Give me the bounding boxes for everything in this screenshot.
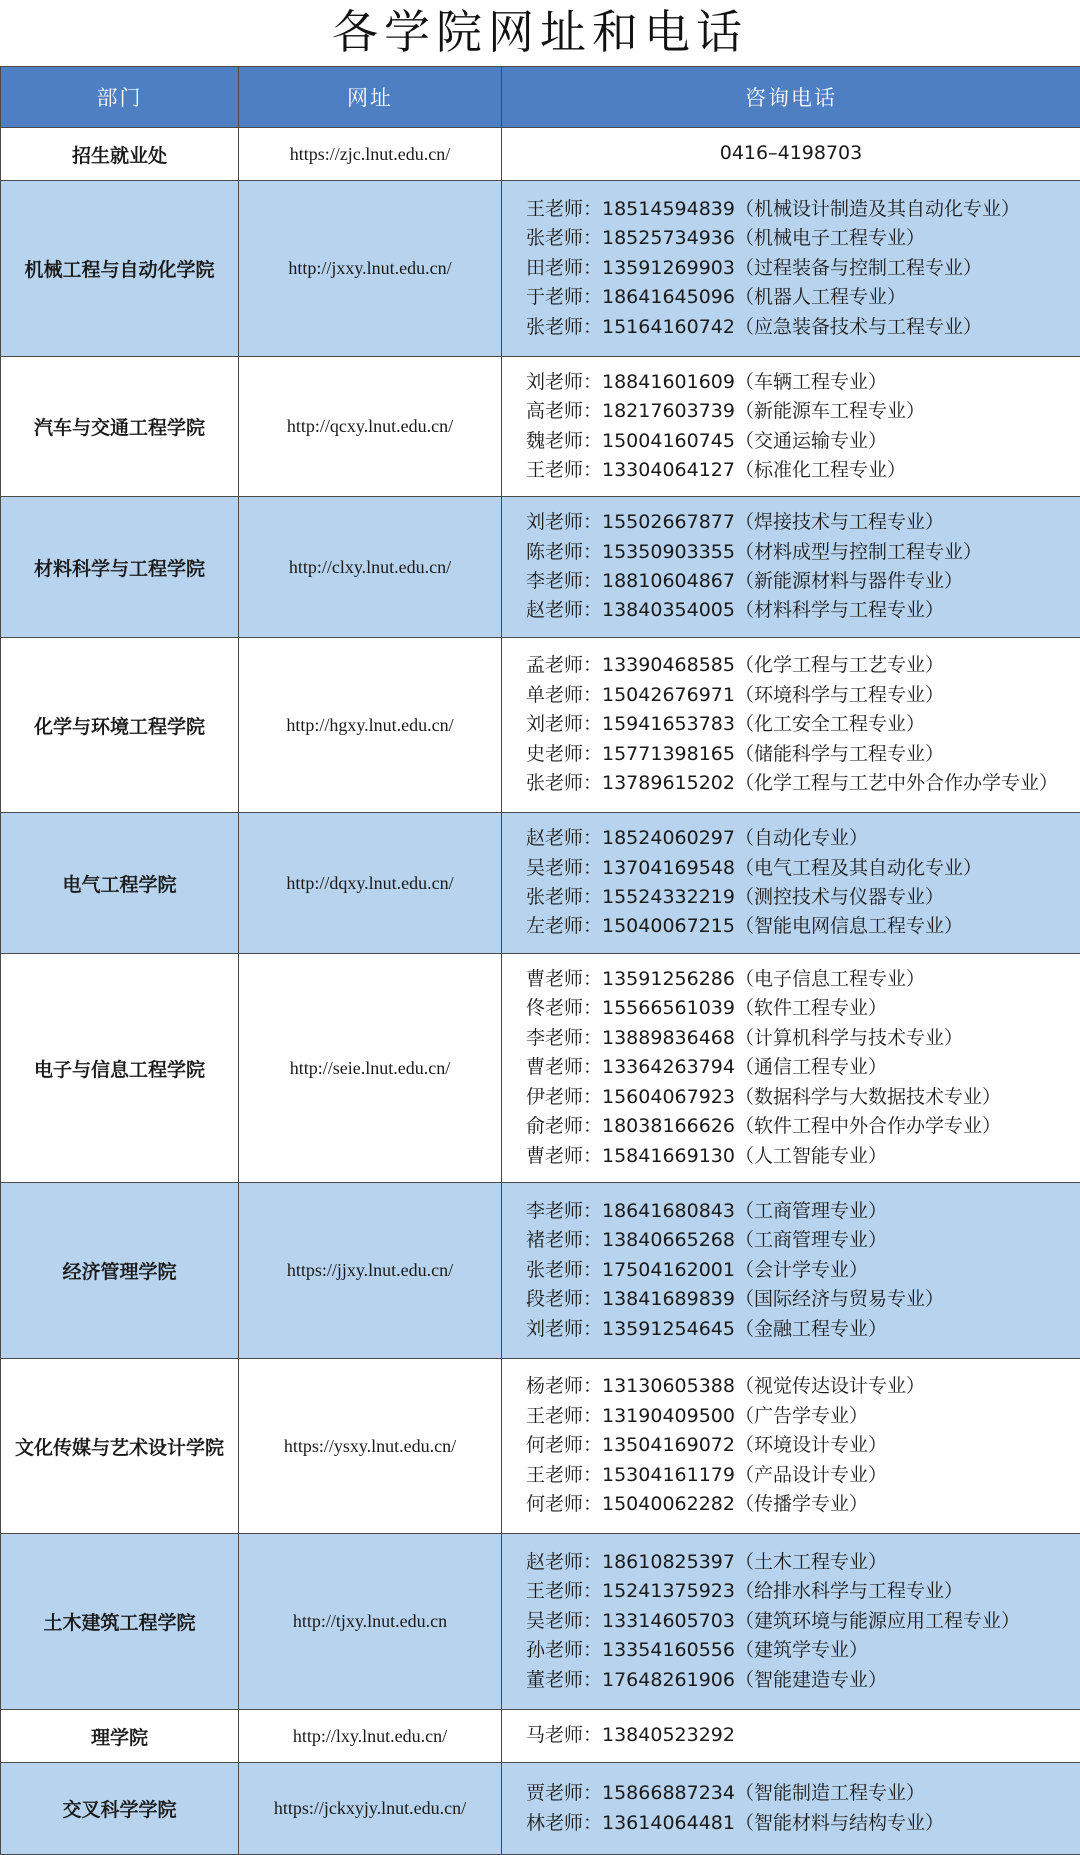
phone-list xyxy=(502,954,1080,1183)
phone-line: 段老师：13841689839（国际经济与贸易专业） xyxy=(526,1285,1080,1314)
table-row xyxy=(1,1763,1080,1855)
dept-url[interactable]: https://jjxy.lnut.edu.cn/ xyxy=(239,1183,502,1359)
dept-url[interactable]: http://jxxy.lnut.edu.cn/ xyxy=(239,181,502,357)
phone-line: 王老师：13190409500（广告学专业） xyxy=(526,1402,1080,1431)
phone-line: 王老师：15241375923（给排水科学与工程专业） xyxy=(526,1577,1080,1606)
phone-list xyxy=(502,1534,1080,1710)
phone-line: 单老师：15042676971（环境科学与工程专业） xyxy=(526,681,1080,710)
phone-list xyxy=(502,1359,1080,1534)
phone-list xyxy=(502,128,1080,181)
table-row xyxy=(1,1359,1080,1534)
phone-line: 杨老师：13130605388（视觉传达设计专业） xyxy=(526,1372,1080,1401)
phone-line: 左老师：15040067215（智能电网信息工程专业） xyxy=(526,912,1080,941)
table-row xyxy=(1,497,1080,638)
phone-line: 魏老师：15004160745（交通运输专业） xyxy=(526,427,1080,456)
dept-name: 电子与信息工程学院 xyxy=(1,954,239,1183)
phone-list xyxy=(502,1710,1080,1763)
phone-line: 刘老师：15502667877（焊接技术与工程专业） xyxy=(526,508,1080,537)
phone-line: 刘老师：15941653783（化工安全工程专业） xyxy=(526,710,1080,739)
dept-url[interactable]: http://clxy.lnut.edu.cn/ xyxy=(239,497,502,638)
header-phone: 咨询电话 xyxy=(502,67,1080,128)
phone-line: 曹老师：13591256286（电子信息工程专业） xyxy=(526,965,1080,994)
phone-line: 曹老师：15841669130（人工智能专业） xyxy=(526,1142,1080,1171)
phone-line: 佟老师：15566561039（软件工程专业） xyxy=(526,994,1080,1023)
dept-url[interactable]: http://tjxy.lnut.edu.cn xyxy=(239,1534,502,1710)
phone-line: 王老师：15304161179（产品设计专业） xyxy=(526,1461,1080,1490)
phone-line: 李老师：18641680843（工商管理专业） xyxy=(526,1197,1080,1226)
phone-line: 赵老师：13840354005（材料科学与工程专业） xyxy=(526,596,1080,625)
phone-line: 林老师：13614064481（智能材料与结构专业） xyxy=(526,1809,1080,1838)
dept-name: 化学与环境工程学院 xyxy=(1,638,239,813)
table-row xyxy=(1,954,1080,1183)
table-row xyxy=(1,1534,1080,1710)
table-row xyxy=(1,638,1080,813)
dept-name: 汽车与交通工程学院 xyxy=(1,357,239,497)
phone-line: 王老师：18514594839（机械设计制造及其自动化专业） xyxy=(526,195,1080,224)
phone-line: 李老师：13889836468（计算机科学与技术专业） xyxy=(526,1024,1080,1053)
dept-name: 文化传媒与艺术设计学院 xyxy=(1,1359,239,1534)
phone-list xyxy=(502,181,1080,357)
phone-line: 马老师：13840523292 xyxy=(526,1721,1080,1750)
phone-line: 吴老师：13314605703（建筑环境与能源应用工程专业） xyxy=(526,1607,1080,1636)
phone-list xyxy=(502,357,1080,497)
page-title: 各学院网址和电话 xyxy=(0,0,1080,66)
dept-url[interactable]: https://zjc.lnut.edu.cn/ xyxy=(239,128,502,181)
dept-name: 理学院 xyxy=(1,1710,239,1763)
phone-line: 张老师：13789615202（化学工程与工艺中外合作办学专业） xyxy=(526,769,1080,798)
table-row xyxy=(1,1183,1080,1359)
dept-url[interactable]: https://ysxy.lnut.edu.cn/ xyxy=(239,1359,502,1534)
phone-line: 孟老师：13390468585（化学工程与工艺专业） xyxy=(526,651,1080,680)
phone-line: 0416–4198703 xyxy=(502,139,1080,168)
phone-line: 孙老师：13354160556（建筑学专业） xyxy=(526,1636,1080,1665)
phone-list xyxy=(502,497,1080,638)
phone-line: 李老师：18810604867（新能源材料与器件专业） xyxy=(526,567,1080,596)
phone-line: 陈老师：15350903355（材料成型与控制工程专业） xyxy=(526,538,1080,567)
phone-list xyxy=(502,638,1080,813)
phone-line: 张老师：15164160742（应急装备技术与工程专业） xyxy=(526,313,1080,342)
table-row xyxy=(1,1710,1080,1763)
phone-line: 刘老师：18841601609（车辆工程专业） xyxy=(526,368,1080,397)
phone-line: 吴老师：13704169548（电气工程及其自动化专业） xyxy=(526,854,1080,883)
phone-line: 伊老师：15604067923（数据科学与大数据技术专业） xyxy=(526,1083,1080,1112)
dept-url[interactable]: http://hgxy.lnut.edu.cn/ xyxy=(239,638,502,813)
dept-name: 电气工程学院 xyxy=(1,813,239,954)
contact-table xyxy=(0,66,1080,1855)
table-row xyxy=(1,128,1080,181)
phone-line: 褚老师：13840665268（工商管理专业） xyxy=(526,1226,1080,1255)
phone-line: 张老师：15524332219（测控技术与仪器专业） xyxy=(526,883,1080,912)
header-dept: 部门 xyxy=(1,67,239,128)
phone-line: 俞老师：18038166626（软件工程中外合作办学专业） xyxy=(526,1112,1080,1141)
table-row xyxy=(1,357,1080,497)
table-row xyxy=(1,181,1080,357)
dept-name: 材料科学与工程学院 xyxy=(1,497,239,638)
header-url: 网址 xyxy=(239,67,502,128)
phone-line: 曹老师：13364263794（通信工程专业） xyxy=(526,1053,1080,1082)
dept-name: 经济管理学院 xyxy=(1,1183,239,1359)
phone-line: 高老师：18217603739（新能源车工程专业） xyxy=(526,397,1080,426)
phone-line: 王老师：13304064127（标准化工程专业） xyxy=(526,456,1080,485)
dept-url[interactable]: http://lxy.lnut.edu.cn/ xyxy=(239,1710,502,1763)
dept-name: 土木建筑工程学院 xyxy=(1,1534,239,1710)
phone-list xyxy=(502,813,1080,954)
phone-line: 田老师：13591269903（过程装备与控制工程专业） xyxy=(526,254,1080,283)
dept-url[interactable]: https://jckxyjy.lnut.edu.cn/ xyxy=(239,1763,502,1855)
phone-line: 张老师：18525734936（机械电子工程专业） xyxy=(526,224,1080,253)
phone-line: 何老师：15040062282（传播学专业） xyxy=(526,1490,1080,1519)
phone-line: 贾老师：15866887234（智能制造工程专业） xyxy=(526,1779,1080,1808)
phone-list xyxy=(502,1763,1080,1855)
dept-url[interactable]: http://qcxy.lnut.edu.cn/ xyxy=(239,357,502,497)
phone-line: 董老师：17648261906（智能建造专业） xyxy=(526,1666,1080,1695)
phone-line: 于老师：18641645096（机器人工程专业） xyxy=(526,283,1080,312)
phone-line: 何老师：13504169072（环境设计专业） xyxy=(526,1431,1080,1460)
table-row xyxy=(1,813,1080,954)
dept-name: 招生就业处 xyxy=(1,128,239,181)
phone-list xyxy=(502,1183,1080,1359)
phone-line: 史老师：15771398165（储能科学与工程专业） xyxy=(526,740,1080,769)
dept-name: 机械工程与自动化学院 xyxy=(1,181,239,357)
table-header-row xyxy=(1,67,1080,128)
phone-line: 赵老师：18610825397（土木工程专业） xyxy=(526,1548,1080,1577)
phone-line: 刘老师：13591254645（金融工程专业） xyxy=(526,1315,1080,1344)
dept-name: 交叉科学学院 xyxy=(1,1763,239,1855)
phone-line: 张老师：17504162001（会计学专业） xyxy=(526,1256,1080,1285)
dept-url[interactable]: http://dqxy.lnut.edu.cn/ xyxy=(239,813,502,954)
dept-url[interactable]: http://seie.lnut.edu.cn/ xyxy=(239,954,502,1183)
phone-line: 赵老师：18524060297（自动化专业） xyxy=(526,824,1080,853)
